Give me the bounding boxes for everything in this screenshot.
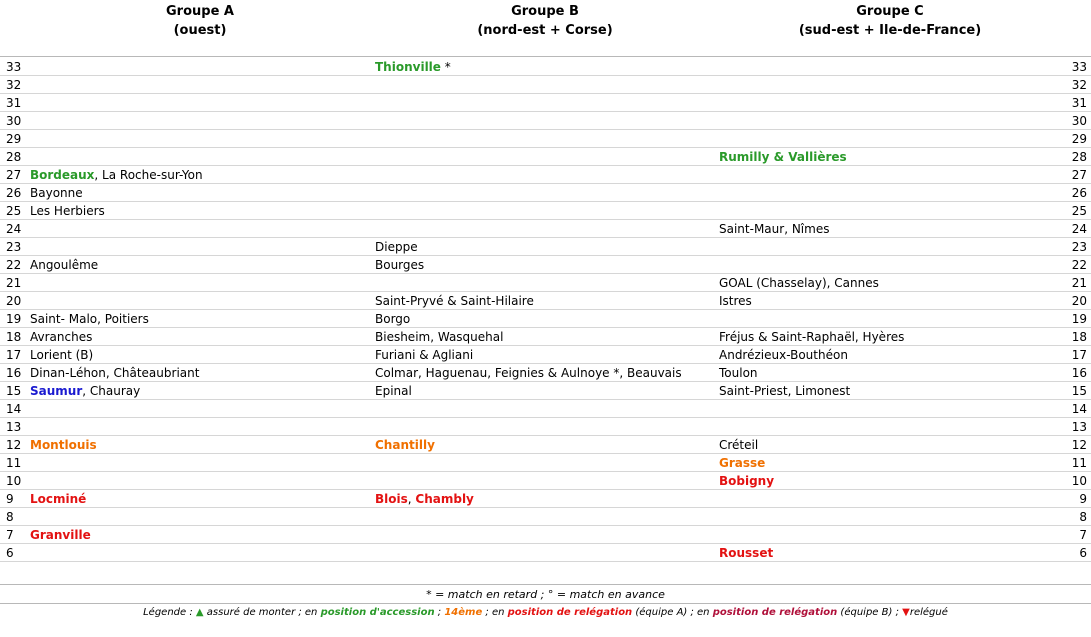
team-name: Fréjus & Saint-Raphaël, Hyères [719,330,905,344]
groupe-b-cell [375,292,534,310]
table-row [0,526,1091,544]
team-name: Saint-Pryvé & Saint-Hilaire [375,294,534,308]
rank-right: 8 [1079,510,1087,524]
table-row [0,148,1091,166]
team-name: , Chauray [82,384,141,398]
team-name: Dinan-Léhon, Châteaubriant [30,366,200,380]
header-title: Groupe A [166,4,234,19]
rank-right: 31 [1071,96,1087,110]
footnote-divider [0,603,1091,604]
table-row [0,382,1091,400]
team-name: * [440,60,451,74]
team-name: Epinal [375,384,412,398]
rank-left: 12 [6,438,22,452]
table-row [0,130,1091,148]
rank-left: 11 [6,456,22,470]
down-triangle-icon: ▼ [902,607,910,618]
legend-fourteenth: 14ème [444,607,483,618]
header-title: Groupe C [856,4,924,19]
rank-right: 23 [1071,240,1087,254]
rank-left: 18 [6,330,22,344]
groupe-b-cell [375,328,503,346]
header-divider [0,56,1091,57]
team-name: Montlouis [30,438,97,452]
rank-left: 25 [6,204,22,218]
groupe-c-cell [719,274,879,292]
rank-right: 30 [1071,114,1087,128]
rank-left: 22 [6,258,22,272]
groupe-c-cell [719,346,848,364]
table-row [0,490,1091,508]
groupe-c-cell [719,454,765,472]
table-header [0,2,1091,54]
groupe-b-cell [375,436,435,454]
groupe-c-cell [719,220,829,238]
header-title: Groupe B [511,4,579,19]
groupe-a-cell [30,346,93,364]
team-name: Thionville [375,60,441,74]
groupe-b-cell [375,58,451,76]
groupe-c-cell [719,148,847,166]
team-name: Dieppe [375,240,418,254]
rank-left: 23 [6,240,22,254]
team-name: Istres [719,294,752,308]
rank-right: 7 [1079,528,1087,542]
rank-left: 33 [6,60,22,74]
team-name: Andrézieux-Bouthéon [719,348,848,362]
groupe-a-cell [30,490,86,508]
groupe-b-cell [375,238,418,256]
table-row [0,454,1091,472]
groupe-a-cell [30,184,83,202]
rank-right: 21 [1071,276,1087,290]
header-subtitle: (ouest) [173,23,227,38]
rank-left: 27 [6,168,22,182]
groupe-c-cell [719,382,850,400]
table-row [0,166,1091,184]
legend-text: (équipe A) ; en [632,607,713,618]
legend-accession: position d'accession [320,607,435,618]
table-row [0,184,1091,202]
rank-right: 25 [1071,204,1087,218]
groupe-b-cell [375,310,410,328]
groupe-c-cell [719,292,752,310]
table-row [0,274,1091,292]
rank-left: 8 [6,510,14,524]
table-row [0,364,1091,382]
table-row [0,58,1091,76]
rank-right: 33 [1071,60,1087,74]
team-name: Blois [375,492,408,506]
groupe-b-cell [375,346,473,364]
team-name: Chantilly [375,438,435,452]
legend-relegation-b: position de relégation [712,607,838,618]
table-row [0,472,1091,490]
team-name: Saint- Malo, Poitiers [30,312,149,326]
rank-right: 16 [1071,366,1087,380]
legend-text: assuré de monter ; en [203,607,321,618]
table-row [0,310,1091,328]
legend-relegated: relégué [909,607,948,618]
rank-left: 6 [6,546,14,560]
rank-right: 19 [1071,312,1087,326]
team-name: Bayonne [30,186,83,200]
groupe-a-cell [30,256,98,274]
rank-right: 29 [1071,132,1087,146]
table-row [0,508,1091,526]
table-row [0,256,1091,274]
header-groupe-a [95,2,305,40]
table-row [0,400,1091,418]
groupe-a-cell [30,310,149,328]
rank-right: 10 [1071,474,1087,488]
rank-right: 17 [1071,348,1087,362]
table-row [0,112,1091,130]
rank-left: 16 [6,366,22,380]
groupe-a-cell [30,328,92,346]
rank-right: 32 [1071,78,1087,92]
team-name: Chambly [415,492,474,506]
team-name: Saumur [30,384,83,398]
team-name: Angoulême [30,258,99,272]
legend-relegation-a: position de relégation [507,607,633,618]
rank-left: 26 [6,186,22,200]
rank-right: 9 [1079,492,1087,506]
table-row [0,328,1091,346]
groupe-a-cell [30,382,140,400]
rank-left: 30 [6,114,22,128]
rank-left: 29 [6,132,22,146]
team-name: Lorient (B) [30,348,94,362]
table-row [0,292,1091,310]
rank-left: 7 [6,528,14,542]
rank-right: 12 [1071,438,1087,452]
team-name: Granville [30,528,91,542]
up-triangle-icon: ▲ [195,607,204,618]
groupe-b-cell [375,364,682,382]
rank-left: 9 [6,492,14,506]
team-name: Furiani & Agliani [375,348,474,362]
groupe-b-cell [375,382,412,400]
groupe-a-cell [30,526,91,544]
legend-text: ; en [482,607,508,618]
rank-right: 11 [1071,456,1087,470]
legend-text: ; [434,607,445,618]
groupe-c-cell [719,364,758,382]
groupe-c-cell [719,544,773,562]
rank-right: 15 [1071,384,1087,398]
groupe-a-cell [30,202,105,220]
rank-right: 20 [1071,294,1087,308]
team-name: Rumilly & Vallières [719,150,847,164]
table-row [0,436,1091,454]
table-bottom-divider [0,584,1091,585]
rank-left: 10 [6,474,22,488]
team-name: Locminé [30,492,87,506]
team-name: Grasse [719,456,766,470]
rank-right: 18 [1071,330,1087,344]
team-name: Borgo [375,312,411,326]
rank-left: 17 [6,348,22,362]
legend-text: (équipe B) ; [837,607,903,618]
header-subtitle: (sud-est + Ile-de-France) [798,23,982,38]
header-subtitle: (nord-est + Corse) [477,23,613,38]
team-name: Bordeaux [30,168,95,182]
team-name: Toulon [719,366,758,380]
team-name: Saint-Maur, Nîmes [719,222,830,236]
rank-left: 28 [6,150,22,164]
table-row [0,94,1091,112]
groupe-a-cell [30,436,97,454]
team-name: Saint-Priest, Limonest [719,384,851,398]
team-name: , [407,492,416,506]
team-name: Bobigny [719,474,775,488]
table-row [0,544,1091,562]
legend [0,605,1091,621]
footnote: * = match en retard ; ° = match en avance [426,588,665,601]
rank-left: 15 [6,384,22,398]
header-groupe-b [420,2,670,40]
rank-right: 6 [1079,546,1087,560]
team-name: Bourges [375,258,425,272]
groupe-b-cell [375,256,424,274]
rank-right: 27 [1071,168,1087,182]
team-name: , La Roche-sur-Yon [94,168,203,182]
team-name: Colmar, Haguenau, Feignies & Aulnoye *, Beauvais [375,366,682,380]
rank-left: 13 [6,420,22,434]
table-row [0,220,1091,238]
rank-right: 13 [1071,420,1087,434]
groupe-a-cell [30,166,203,184]
groupe-b-cell [375,490,474,508]
team-name: Créteil [719,438,759,452]
rank-right: 26 [1071,186,1087,200]
groupe-c-cell [719,328,904,346]
rank-left: 31 [6,96,22,110]
header-groupe-c [760,2,1020,40]
rank-left: 32 [6,78,22,92]
groupe-c-cell [719,436,758,454]
rank-left: 24 [6,222,22,236]
table-row [0,346,1091,364]
team-name: Avranches [30,330,93,344]
rank-left: 19 [6,312,22,326]
rank-left: 20 [6,294,22,308]
rank-right: 24 [1071,222,1087,236]
team-name: GOAL (Chasselay), Cannes [719,276,879,290]
table-row [0,202,1091,220]
team-name: Les Herbiers [30,204,105,218]
rank-right: 14 [1071,402,1087,416]
groupe-c-cell [719,472,774,490]
groupe-a-cell [30,364,199,382]
table-row [0,418,1091,436]
rank-left: 21 [6,276,22,290]
rank-right: 28 [1071,150,1087,164]
team-name: Biesheim, Wasquehal [375,330,504,344]
legend-prefix: Légende : [143,607,196,618]
rank-right: 22 [1071,258,1087,272]
table-row [0,76,1091,94]
team-name: Rousset [719,546,774,560]
rank-left: 14 [6,402,22,416]
table-row [0,238,1091,256]
